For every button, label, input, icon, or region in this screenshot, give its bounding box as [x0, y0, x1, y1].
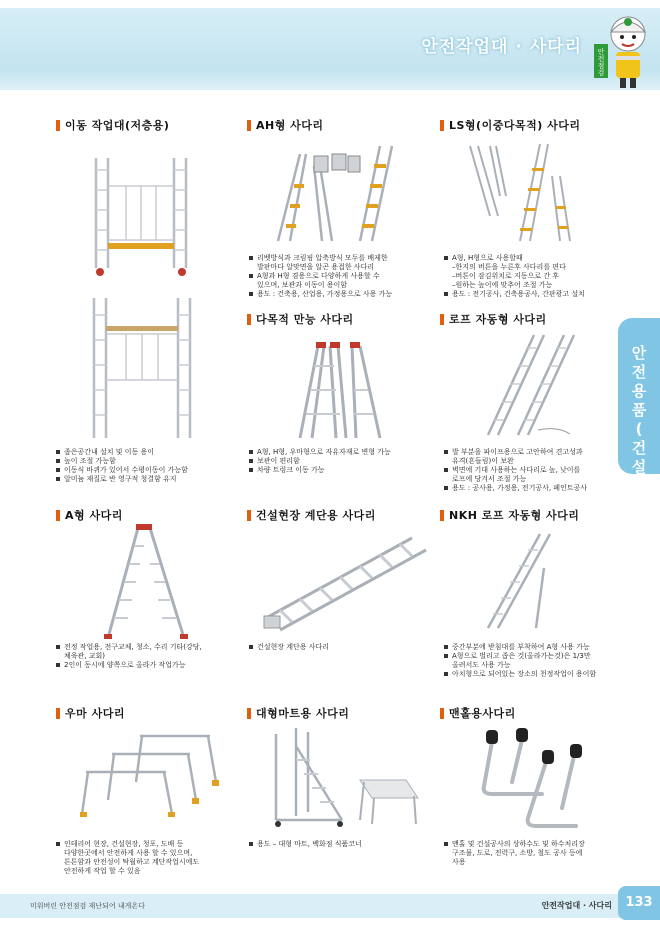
- rope-ladder-bullets: [444, 448, 634, 493]
- list-item: 이동식 바퀴가 있어서 수평이동이 가능함: [56, 466, 236, 475]
- page-footer: [0, 894, 660, 918]
- page-title: 안전작업대 · 사다리: [421, 37, 582, 57]
- list-item: 용도 : 전기공사, 건축용공사, 간판광고 설치: [444, 290, 634, 299]
- list-item: A형, H형, 우마형으로 자유자재로 변형 가능: [249, 448, 439, 457]
- section-mobile-scaffold: [56, 118, 169, 132]
- mobile-scaffold-bullets: [56, 448, 236, 484]
- list-item: 올려서도 사용 가능: [452, 661, 511, 669]
- section-title: 건설현장 계단용 사다리: [247, 508, 376, 522]
- safety-mascot-icon: [590, 10, 652, 90]
- list-item: A형과 H형 겸용으로 다양하게 사용할 수: [249, 272, 439, 281]
- section-uma-ladder: [56, 706, 125, 720]
- uma-ladder-bullets: [56, 840, 241, 876]
- list-item: 있으며, 보관과 이동이 용이함: [257, 281, 348, 289]
- list-item: 발 부분을 파이프용으로 고안하여 견고성과: [444, 448, 634, 457]
- list-item: –원하는 높이에 맞추어 조절 가능: [452, 281, 553, 289]
- ls-ladder-bullets: [444, 254, 634, 299]
- rope-ladder-image: [478, 330, 588, 440]
- mart-ladder-image: [256, 724, 426, 830]
- list-item: 안전하게 작업 할 수 있음: [64, 867, 141, 875]
- list-item: 알미늄 재질로 반 영구적 청결함 유지: [56, 475, 236, 484]
- section-mart-ladder: [247, 706, 349, 720]
- section-title: 우마 사다리: [56, 706, 125, 720]
- ls-ladder-image: [460, 136, 590, 246]
- mart-ladder-bullets: [249, 840, 434, 849]
- list-item: 로프에 당겨서 조절 가능: [452, 475, 527, 483]
- section-nkh-ladder: [440, 508, 579, 522]
- footer-slogan: 미워버린 안전점검 재난되어 내게온다: [30, 902, 145, 910]
- manhole-ladder-bullets: [444, 840, 634, 867]
- list-item: 인테리어 현장, 건설현장, 청포, 도배 등: [56, 840, 241, 849]
- footer-section-title: 안전작업대 · 사다리: [541, 901, 612, 910]
- section-title: 다목적 만능 사다리: [247, 312, 354, 326]
- list-item: 체육관, 교회): [64, 652, 105, 660]
- section-title: 로프 자동형 사다리: [440, 312, 547, 326]
- list-item: –한지의 버튼을 누른후 사다리를 편다: [452, 263, 566, 271]
- section-stair-ladder: [247, 508, 376, 522]
- section-title: AH형 사다리: [247, 118, 324, 132]
- list-item: 좁은공간내 설치 및 이동 용이: [56, 448, 236, 457]
- list-item: A형으로 벌리고 좁은 것(올라가는것)은 1/3만: [444, 652, 634, 661]
- section-title: 맨홀용사다리: [440, 706, 516, 720]
- list-item: 튼튼함과 안전성이 탁월하고 계단작업시에도: [64, 858, 200, 866]
- list-item: –버튼이 잠김위치로 지동으로 간 후: [452, 272, 560, 280]
- list-item: A형, H형으로 사용할때: [444, 254, 634, 263]
- section-title: 이동 작업대(저층용): [56, 118, 169, 132]
- list-item: 중간부분에 받침대를 부착하여 A형 사용 가능: [444, 643, 634, 652]
- list-item: 유격(흔들림)이 보완: [452, 457, 514, 465]
- list-item: 용도 : 공사용, 가정용, 전기공사, 페인트공사: [444, 484, 634, 493]
- mobile-scaffold-image: [86, 140, 196, 440]
- uma-ladder-image: [80, 722, 230, 818]
- list-item: 용도 : 건축용, 산업용, 가정용으로 사용 가능: [249, 290, 439, 299]
- section-multipurpose-ladder: [247, 312, 354, 326]
- list-item: 다양한곳에서 안전하게 사용 할 수 있으며,: [64, 849, 193, 857]
- list-item: 리벳방식과 크림핑 압축방식 모두를 배제한: [249, 254, 439, 263]
- nkh-ladder-image: [480, 528, 590, 632]
- section-title: A형 사다리: [56, 508, 123, 522]
- a-ladder-bullets: [56, 643, 241, 670]
- list-item: 아치형으로 되어있는 장소의 천정작업이 용이함: [444, 670, 634, 679]
- ah-ladder-bullets: [249, 254, 439, 299]
- list-item: 건설현장 계단용 사다리: [249, 643, 434, 652]
- a-ladder-image: [100, 522, 190, 640]
- list-item: 벽면에 기대 사용하는 사다리로 높, 낮이를: [444, 466, 634, 475]
- multipurpose-ladder-image: [290, 334, 390, 440]
- list-item: 맨홀 및 건설공사의 상하수도 및 하수처리장: [444, 840, 634, 849]
- page-number: 133: [618, 886, 660, 920]
- list-item: 차량 트렁크 이동 가능: [249, 466, 439, 475]
- multipurpose-ladder-bullets: [249, 448, 439, 475]
- list-item: 용도 – 대형 마트, 백화점 식품코너: [249, 840, 434, 849]
- side-tab-label: 안 전 용 품 ( 건 설 ): [631, 344, 647, 495]
- section-ls-ladder: [440, 118, 580, 132]
- mascot-badge: 안전점검: [597, 48, 605, 76]
- section-manhole-ladder: [440, 706, 516, 720]
- section-title: 대형마트용 사다리: [247, 706, 349, 720]
- list-item: 보관이 편리함: [249, 457, 439, 466]
- section-title: NKH 로프 자동형 사다리: [440, 508, 579, 522]
- list-item: 발판마다 알맞면을 알곤 용접한 사다리: [257, 263, 375, 271]
- list-item: 2인이 동시에 양쪽으로 올라가 작업가능: [56, 661, 241, 670]
- list-item: 높이 조절 가능함: [56, 457, 236, 466]
- category-side-tab: [618, 318, 660, 495]
- manhole-ladder-image: [462, 722, 592, 832]
- section-title: LS형(이중다목적) 사다리: [440, 118, 580, 132]
- section-ah-ladder: [247, 118, 324, 132]
- stair-ladder-bullets: [249, 643, 434, 652]
- list-item: 사용: [452, 858, 466, 866]
- section-rope-ladder: [440, 312, 547, 326]
- stair-ladder-image: [262, 530, 432, 634]
- nkh-ladder-bullets: [444, 643, 634, 679]
- list-item: 구조물, 도로, 전력구, 소방, 철도 공사 등에: [452, 849, 583, 857]
- ah-ladder-image: [270, 136, 410, 244]
- section-a-ladder: [56, 508, 123, 522]
- page-header: [0, 0, 660, 90]
- list-item: 전정 작업용, 전구교체, 청소, 수리 기타(강당,: [56, 643, 241, 652]
